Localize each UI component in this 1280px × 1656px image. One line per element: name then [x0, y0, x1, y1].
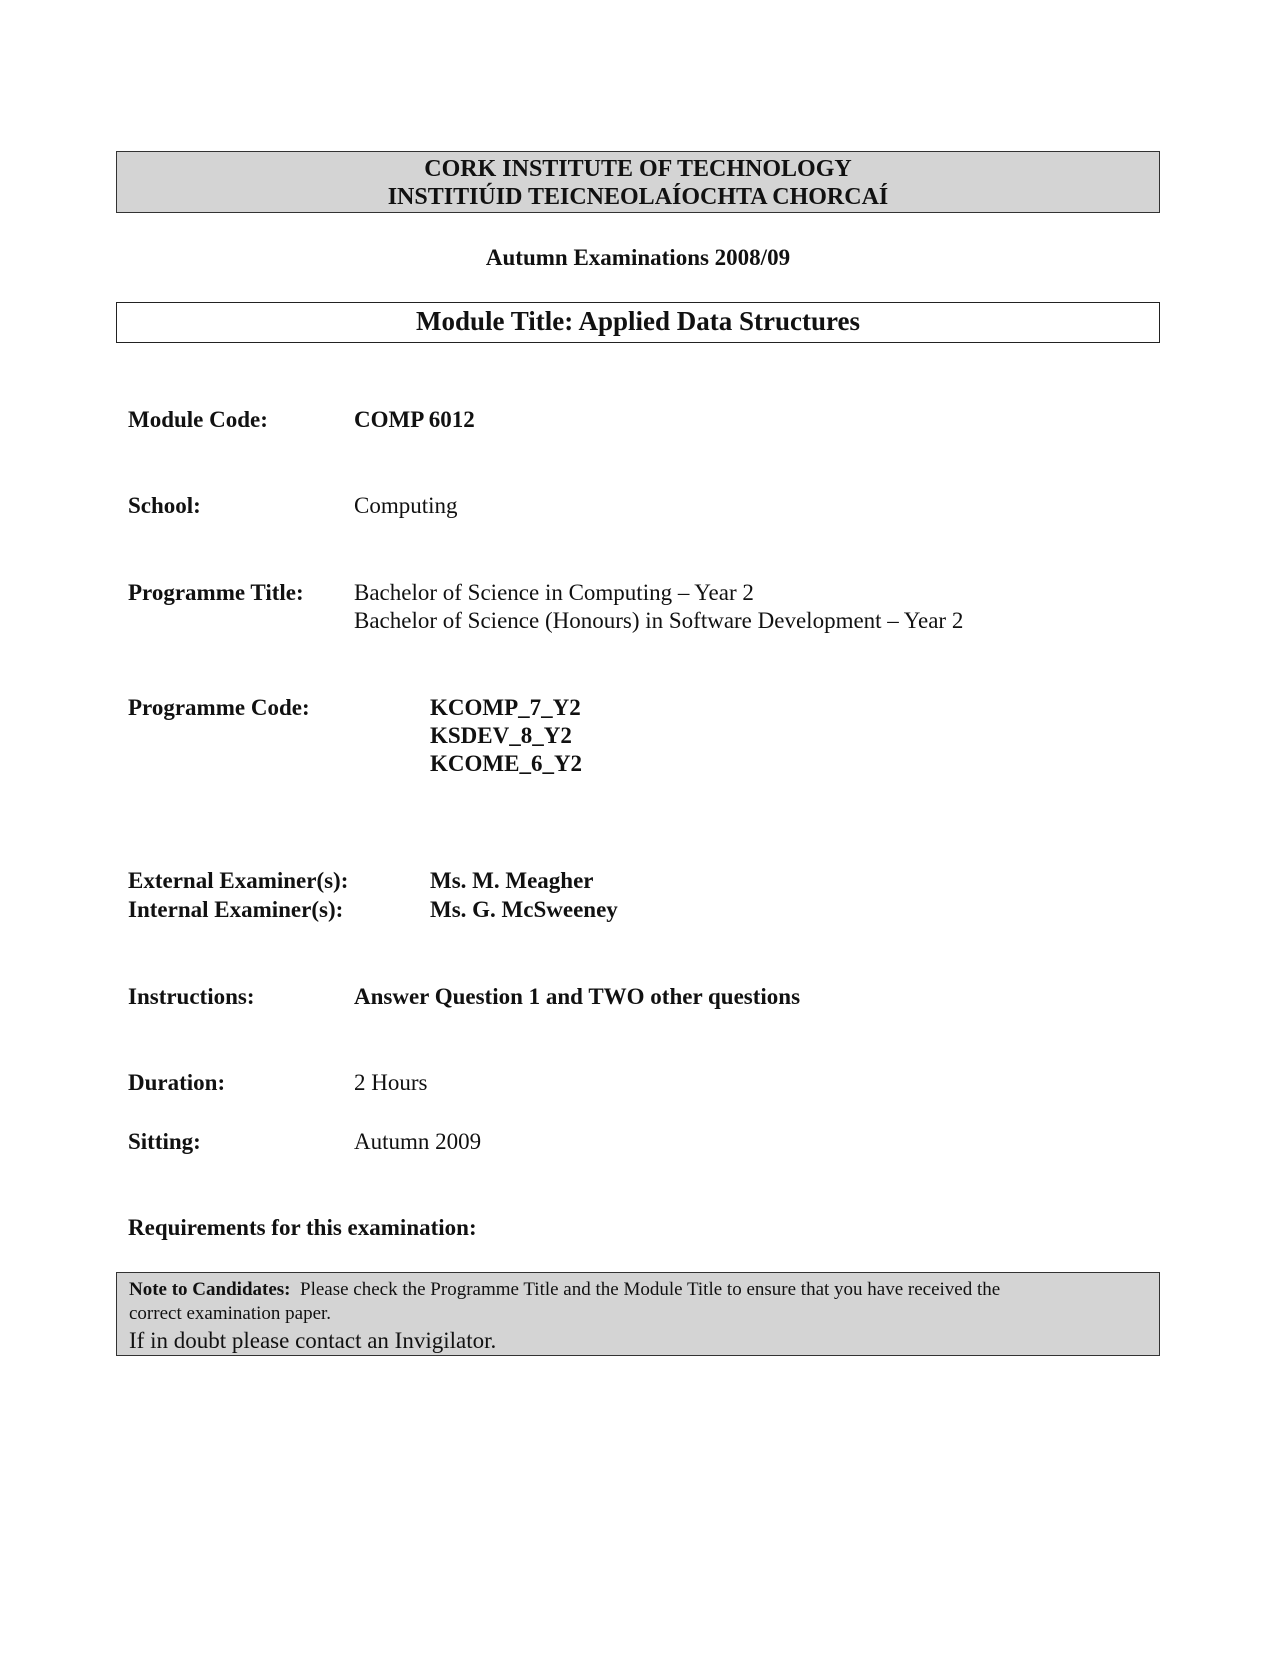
programme-code-line: KCOMP_7_Y2	[430, 695, 581, 720]
note-to-candidates	[116, 1272, 1160, 1356]
instructions-value: Answer Question 1 and TWO other questions	[354, 984, 801, 1009]
internal-examiner-value: Ms. G. McSweeney	[430, 897, 618, 922]
programme-title-line: Bachelor of Science in Computing – Year 2	[354, 580, 754, 605]
note-text: Please check the Programme Title and the Module Title to ensure that you have received the	[300, 1279, 1001, 1300]
school-label: School:	[128, 493, 201, 518]
programme-title-label: Programme Title:	[128, 580, 304, 605]
duration-value: 2 Hours	[354, 1070, 428, 1095]
programme-code-values	[430, 694, 582, 778]
programme-code-line: KSDEV_8_Y2	[430, 723, 572, 748]
external-examiner-value: Ms. M. Meagher	[430, 868, 594, 893]
institute-name-english: CORK INSTITUTE OF TECHNOLOGY	[424, 156, 852, 182]
institute-name-irish: INSTITIÚID TEICNEOLAÍOCHTA CHORCAÍ	[387, 184, 889, 210]
institute-header	[116, 151, 1160, 213]
requirements-label: Requirements for this examination:	[128, 1215, 477, 1240]
note-invigilator-text: If in doubt please contact an Invigilator.	[129, 1328, 497, 1353]
module-code-value: COMP 6012	[354, 407, 475, 432]
module-code-label: Module Code:	[128, 407, 268, 432]
internal-examiner-label: Internal Examiner(s):	[128, 897, 344, 922]
note-label: Note to Candidates:	[129, 1279, 291, 1300]
programme-title-values	[354, 579, 963, 635]
external-examiner-label: External Examiner(s):	[128, 868, 349, 893]
exam-session-title: Autumn Examinations 2008/09	[485, 245, 791, 270]
programme-code-line: KCOME_6_Y2	[430, 751, 583, 776]
programme-code-label: Programme Code:	[128, 695, 310, 720]
sitting-label: Sitting:	[128, 1129, 201, 1154]
module-title: Module Title: Applied Data Structures	[116, 302, 1160, 343]
duration-label: Duration:	[128, 1070, 226, 1095]
note-text-continued: correct examination paper.	[129, 1303, 332, 1324]
instructions-label: Instructions:	[128, 984, 255, 1009]
programme-title-line: Bachelor of Science (Honours) in Software Development – Year 2	[354, 608, 964, 633]
sitting-value: Autumn 2009	[354, 1129, 482, 1154]
school-value: Computing	[354, 493, 458, 518]
